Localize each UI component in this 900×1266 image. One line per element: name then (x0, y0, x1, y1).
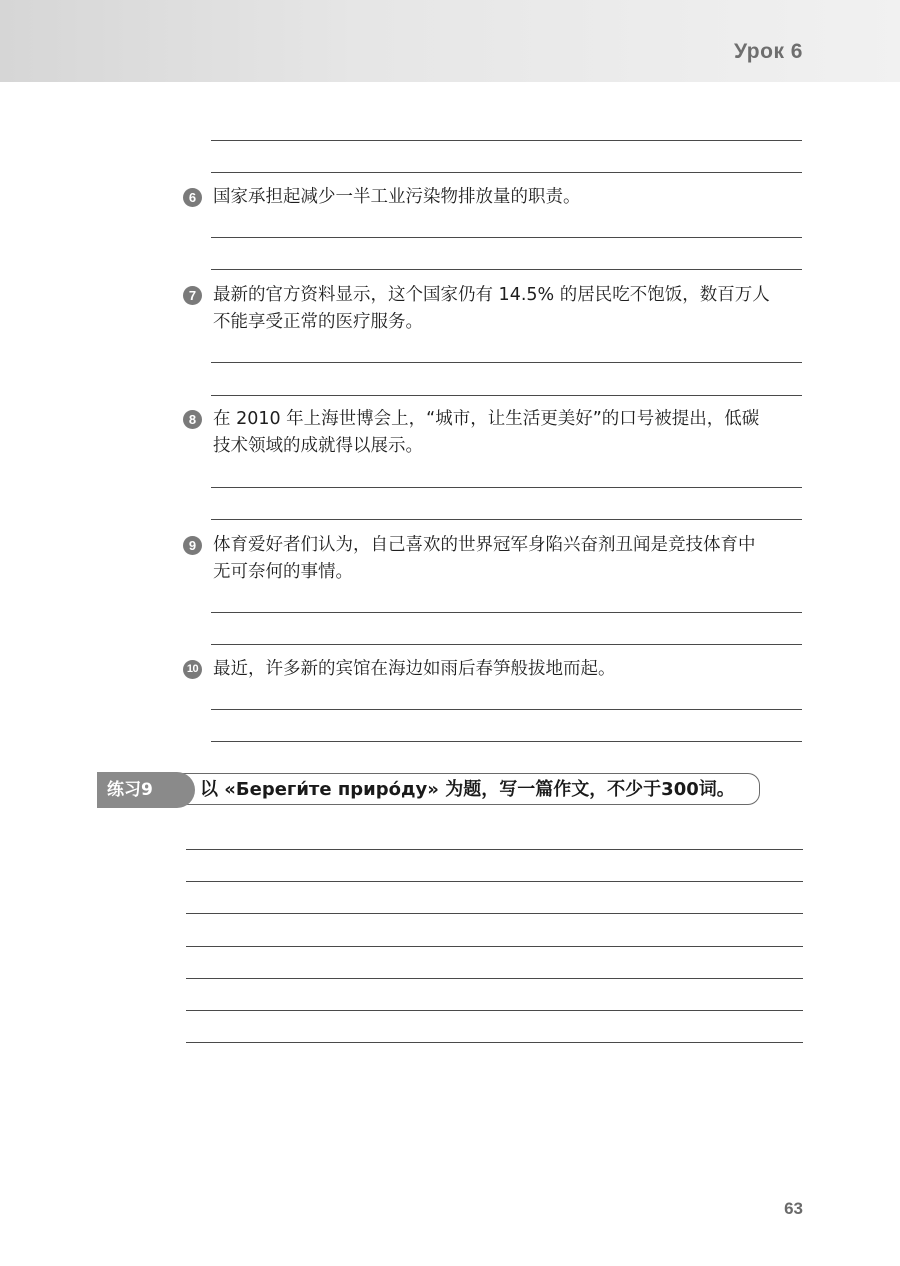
answer-line (211, 237, 802, 238)
item-number-badge: 6 (183, 188, 202, 207)
lesson-title: Урок 6 (734, 40, 803, 63)
sentence-item-6 (183, 184, 803, 211)
essay-line (186, 946, 803, 947)
answer-line (211, 741, 802, 742)
sentence-line: 技术领域的成就得以展示。 (213, 436, 423, 456)
sentence-item-9 (183, 532, 803, 586)
answer-line (211, 709, 802, 710)
essay-line (186, 978, 803, 979)
answer-line (211, 140, 802, 141)
answer-line (211, 519, 802, 520)
item-number-badge: 10 (183, 660, 202, 679)
essay-line (186, 1010, 803, 1011)
essay-line (186, 881, 803, 882)
answer-line (211, 612, 802, 613)
exercise-prompt: 以 «Береги́те приро́ду» 为题，写一篇作文，不少于300词。 (200, 779, 735, 800)
answer-line (211, 487, 802, 488)
sentence-line: 无可奈何的事情。 (213, 562, 353, 582)
sentence-item-8 (183, 406, 803, 460)
sentence-line: 国家承担起减少一半工业污染物排放量的职责。 (213, 187, 581, 207)
page-number: 63 (784, 1199, 803, 1218)
essay-line (186, 1042, 803, 1043)
sentence-item-7 (183, 282, 803, 336)
answer-line (211, 269, 802, 270)
answer-line (211, 644, 802, 645)
sentence-line: 最新的官方资料显示，这个国家仍有 14.5% 的居民吃不饱饭，数百万人 (213, 285, 770, 305)
sentence-line: 体育爱好者们认为，自己喜欢的世界冠军身陷兴奋剂丑闻是竞技体育中 (213, 535, 756, 555)
answer-line (211, 362, 802, 363)
answer-line (211, 172, 802, 173)
essay-line (186, 849, 803, 850)
exercise-header (97, 772, 762, 808)
sentence-line: 在 2010 年上海世博会上，“城市，让生活更美好”的口号被提出，低碳 (213, 409, 760, 429)
answer-line (211, 395, 802, 396)
exercise-label: 练习9 (97, 772, 195, 808)
sentence-line: 不能享受正常的医疗服务。 (213, 312, 423, 332)
item-number-badge: 9 (183, 536, 202, 555)
sentence-item-10 (183, 656, 803, 683)
sentence-line: 最近，许多新的宾馆在海边如雨后春笋般拔地而起。 (213, 659, 616, 679)
item-number-badge: 8 (183, 410, 202, 429)
essay-line (186, 913, 803, 914)
item-number-badge: 7 (183, 286, 202, 305)
